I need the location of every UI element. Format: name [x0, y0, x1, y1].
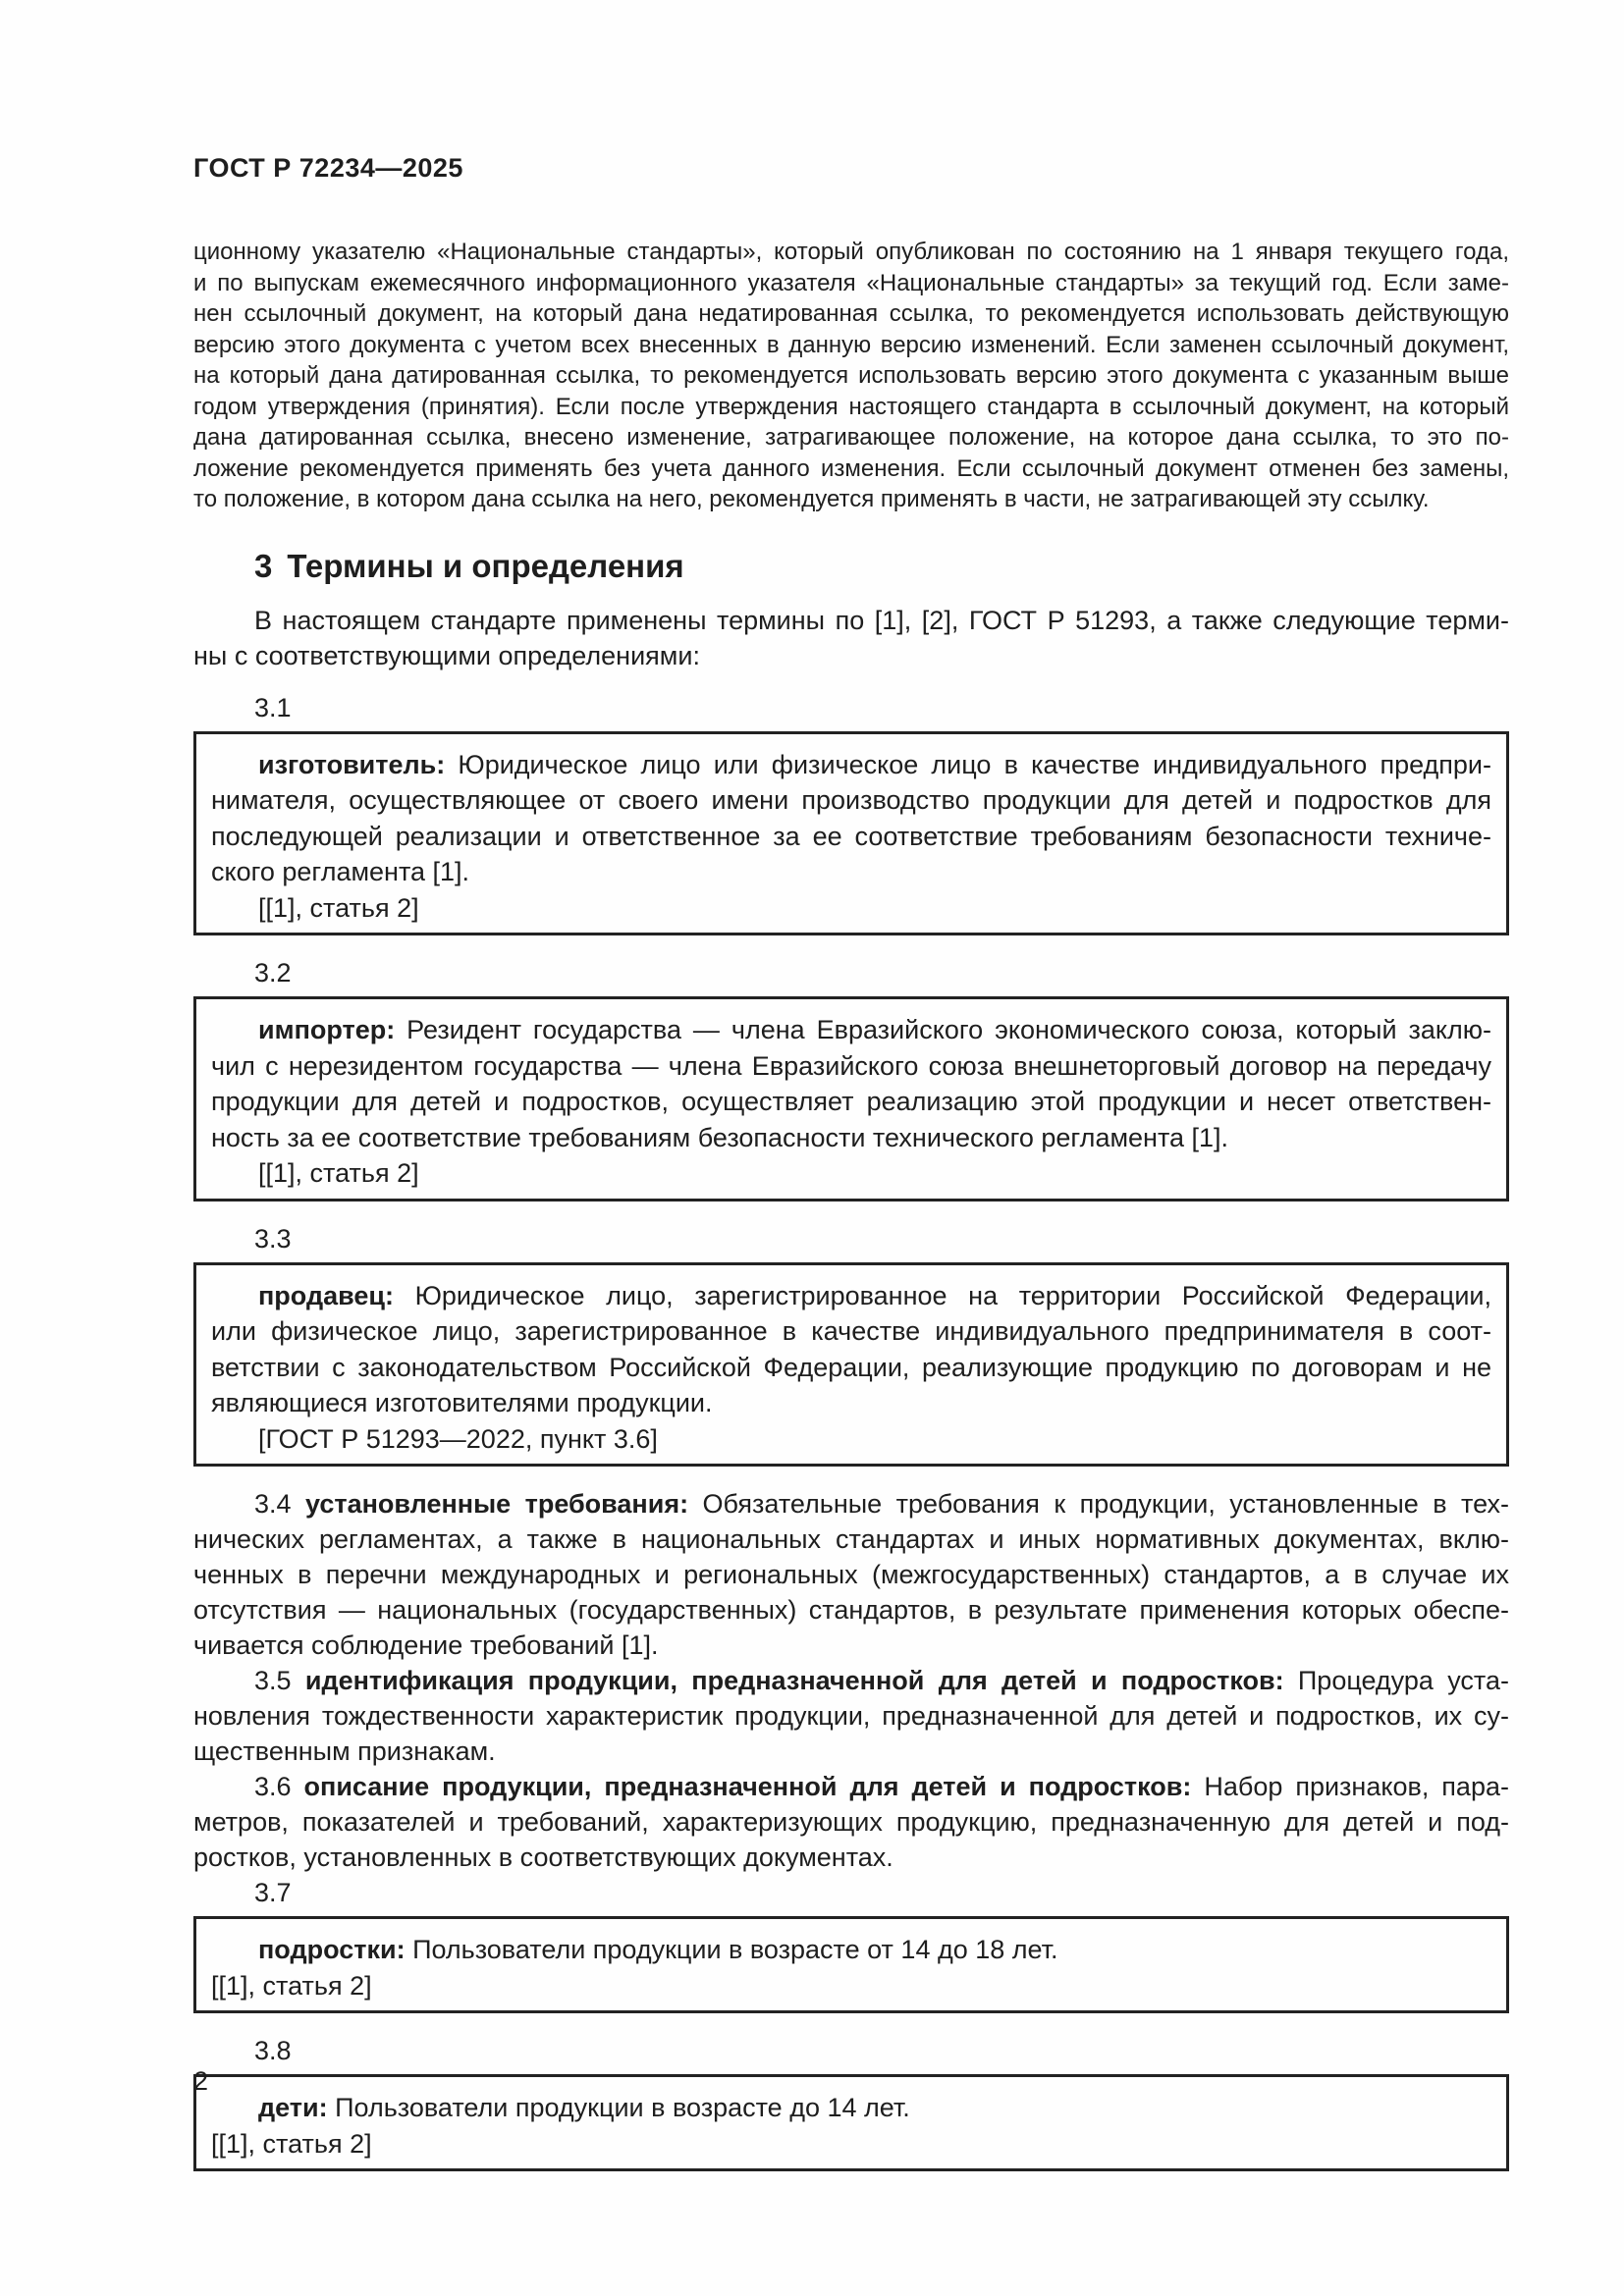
text-line: дети: Пользователи продукции в возрасте до 14 лет. — [258, 2093, 910, 2122]
text-line: изготовитель: Юридическое лицо или физическое лицо в качестве индивидуального предпри- — [258, 749, 1491, 779]
definition-box — [193, 1916, 1509, 2013]
text-line: на который дана датированная ссылка, то рекомендуется использовать версию этого документа с указанным выше — [193, 362, 1509, 389]
section-number: 3 — [254, 547, 273, 584]
text-line: ветствии с законодательством Российской Федерации, реализующие продукцию по договорам и не — [211, 1352, 1491, 1382]
text-line: 3.6 описание продукции, предназначенной для детей и подростков: Набор признаков, пара- — [254, 1772, 1509, 1801]
text-line: ложение рекомендуется применять без учета данного изменения. Если ссылочный документ отменен без замены, — [193, 454, 1509, 482]
section-intro-paragraph — [193, 603, 1509, 673]
text-line: ность за ее соответствие требованиям безопасности технического регламента [1]. — [211, 1122, 1229, 1152]
text-line: 3.4 установленные требования: Обязательные требования к продукции, установленные в тех- — [254, 1489, 1509, 1519]
term-name: продавец: — [258, 1280, 394, 1310]
text-line: чил с нерезидентом государства — члена Евразийского союза внешнеторговый договор на передачу — [211, 1050, 1491, 1081]
text-line: ростков, установленных в соответствующих документах. — [193, 1842, 893, 1872]
text-line: 3.2 — [254, 958, 292, 988]
text-line: 3.3 — [254, 1223, 292, 1254]
text-line: отсутствия — национальных (государственных) стандартов, в результате применения которых обеспе- — [193, 1595, 1509, 1625]
text-line: импортер: Резидент государства — члена Евразийского экономического союза, который заклю- — [258, 1015, 1491, 1044]
text-line: новления тождественности характеристик продукции, предназначенной для детей и подростков, их су- — [193, 1701, 1509, 1731]
text-line: [ГОСТ Р 51293—2022, пункт 3.6] — [258, 1423, 658, 1454]
text-line: В настоящем стандарте применены термины по [1], [2], ГОСТ Р 51293, а также следующие терми- — [254, 605, 1509, 635]
definition-box — [193, 731, 1509, 936]
page-content — [193, 0, 1509, 2191]
text-line: [[1], статья 2] — [258, 1158, 419, 1188]
term-name: изготовитель: — [258, 749, 446, 779]
text-line: ченных в перечни международных и региональных (межгосударственных) стандартов, а в случае их — [193, 1560, 1509, 1589]
definition-box — [193, 996, 1509, 1201]
text-line: дана датированная ссылка, внесено изменение, затрагивающее положение, на которое дана ссылка, то это по- — [193, 424, 1509, 451]
text-line: нен ссылочный документ, на который дана недатированная ссылка, то рекомендуется использовать действующую — [193, 300, 1509, 327]
text-line: годом утверждения (принятия). Если после утверждения настоящего стандарта в ссылочный документ, на который — [193, 393, 1509, 420]
text-line: нических регламентах, а также в национальных стандартах и иных нормативных документах, вклю- — [193, 1524, 1509, 1554]
definition-box — [193, 1262, 1509, 1468]
text-line: продукции для детей и подростков, осуществляет реализацию этой продукции и несет ответствен- — [211, 1087, 1491, 1116]
text-line: ского регламента [1]. — [211, 857, 470, 886]
body-paragraph — [193, 1221, 1509, 1256]
page-number: 2 — [193, 2066, 209, 2096]
text-line: являющиеся изготовителями продукции. — [211, 1388, 713, 1417]
text-line: и по выпускам ежемесячного информационного указателя «Национальные стандарты» за текущий год. Если заме- — [193, 269, 1509, 296]
section-content — [193, 690, 1509, 2172]
text-line: или физическое лицо, зарегистрированное в качестве индивидуального предпринимателя в соот- — [211, 1316, 1491, 1346]
body-paragraph — [193, 2033, 1509, 2068]
body-paragraph — [193, 955, 1509, 990]
text-line: ны с соответствующими определениями: — [193, 640, 700, 670]
body-paragraph — [193, 690, 1509, 725]
text-line: [[1], статья 2] — [211, 1970, 372, 2001]
section-heading — [193, 546, 1509, 586]
text-line: 3.8 — [254, 2036, 292, 2065]
body-paragraph — [193, 1486, 1509, 1910]
term-name: установленные требования: — [305, 1489, 689, 1519]
text-line: последующей реализации и ответственное за ее соответствие требованиям безопасности техниче- — [211, 821, 1491, 851]
term-name: идентификация продукции, предназначенной для детей и подростков: — [304, 1666, 1284, 1695]
text-line: чивается соблюдение требований [1]. — [193, 1630, 659, 1660]
definition-box — [193, 2074, 1509, 2171]
text-line: то положение, в котором дана ссылка на него, рекомендуется применять в части, не затрагивающей эту ссылку. — [193, 486, 1430, 512]
text-line: продавец: Юридическое лицо, зарегистрированное на территории Российской Федерации, — [258, 1280, 1491, 1310]
text-line: нимателя, осуществляющее от своего имени производство продукции для детей и подростков для — [211, 785, 1491, 815]
text-line: ционному указателю «Национальные стандарты», который опубликован по состоянию на 1 января текущего года, — [193, 239, 1509, 265]
text-line: [[1], статья 2] — [258, 892, 419, 923]
references-continuation-paragraph — [193, 237, 1509, 515]
text-line: 3.7 — [254, 1878, 292, 1907]
text-line: 3.1 — [254, 692, 292, 722]
text-line: 3.5 идентификация продукции, предназначенной для детей и подростков: Процедура уста- — [254, 1666, 1509, 1695]
term-name: импортер: — [258, 1015, 396, 1044]
text-line: версию этого документа с учетом всех внесенных в данную версию изменений. Если заменен ссылочный документ, — [193, 331, 1509, 358]
term-name: дети: — [258, 2093, 328, 2122]
term-name: подростки: — [258, 1935, 406, 1964]
section-title: Термины и определения — [287, 547, 684, 584]
text-line: метров, показателей и требований, характеризующих продукцию, предназначенную для детей и под- — [193, 1807, 1509, 1837]
text-line: [[1], статья 2] — [211, 2128, 372, 2159]
standard-designation: ГОСТ Р 72234—2025 — [193, 153, 463, 183]
text-line: щественным признакам. — [193, 1736, 496, 1766]
text-line: подростки: Пользователи продукции в возрасте от 14 до 18 лет. — [258, 1935, 1058, 1964]
term-name: описание продукции, предназначенной для детей и подростков: — [303, 1772, 1192, 1801]
